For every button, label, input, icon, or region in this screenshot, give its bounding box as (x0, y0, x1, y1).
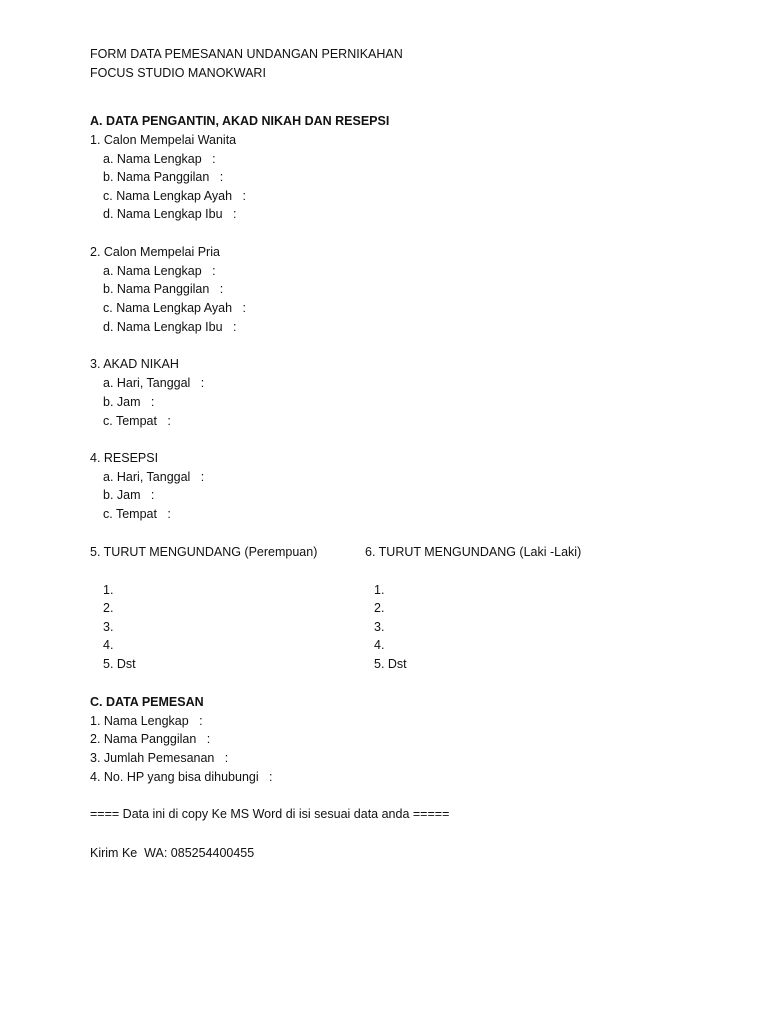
pemesan-field: 4. No. HP yang bisa dihubungi : (90, 770, 273, 784)
groom-field: c. Nama Lengkap Ayah : (103, 301, 246, 315)
groom-field: d. Nama Lengkap Ibu : (103, 320, 237, 334)
turut-perempuan-title: 5. TURUT MENGUNDANG (Perempuan) (90, 545, 318, 559)
turut-laki-title: 6. TURUT MENGUNDANG (Laki -Laki) (365, 545, 582, 559)
turut-perempuan-item: 2. (103, 601, 114, 615)
bride-field: d. Nama Lengkap Ibu : (103, 207, 237, 221)
resepsi-field: b. Jam : (103, 488, 155, 502)
groom-field: a. Nama Lengkap : (103, 264, 216, 278)
akad-field: c. Tempat : (103, 414, 171, 428)
turut-laki-item: 4. (374, 638, 385, 652)
turut-perempuan-item: 4. (103, 638, 114, 652)
bride-field: c. Nama Lengkap Ayah : (103, 189, 246, 203)
contact-line: Kirim Ke WA: 085254400455 (90, 846, 255, 860)
resepsi-field: c. Tempat : (103, 507, 171, 521)
groom-field: b. Nama Panggilan : (103, 282, 224, 296)
turut-perempuan-item: 1. (103, 583, 114, 597)
pemesan-field: 2. Nama Panggilan : (90, 732, 211, 746)
turut-perempuan-item: 5. Dst (103, 657, 136, 671)
turut-perempuan-item: 3. (103, 620, 114, 634)
studio-name: FOCUS STUDIO MANOKWARI (90, 66, 266, 80)
pemesan-field: 1. Nama Lengkap : (90, 714, 203, 728)
akad-field: b. Jam : (103, 395, 155, 409)
turut-laki-item: 1. (374, 583, 385, 597)
pemesan-field: 3. Jumlah Pemesanan : (90, 751, 229, 765)
bride-field: a. Nama Lengkap : (103, 152, 216, 166)
akad-title: 3. AKAD NIKAH (90, 357, 179, 371)
bride-field: b. Nama Panggilan : (103, 170, 224, 184)
form-title: FORM DATA PEMESANAN UNDANGAN PERNIKAHAN (90, 47, 403, 61)
copy-note: ==== Data ini di copy Ke MS Word di isi sesuai data anda ===== (90, 807, 450, 821)
resepsi-title: 4. RESEPSI (90, 451, 159, 465)
turut-laki-item: 2. (374, 601, 385, 615)
section-c-heading: C. DATA PEMESAN (90, 695, 204, 709)
bride-title: 1. Calon Mempelai Wanita (90, 133, 237, 147)
akad-field: a. Hari, Tanggal : (103, 376, 205, 390)
groom-title: 2. Calon Mempelai Pria (90, 245, 220, 259)
turut-laki-item: 5. Dst (374, 657, 407, 671)
turut-laki-item: 3. (374, 620, 385, 634)
resepsi-field: a. Hari, Tanggal : (103, 470, 205, 484)
section-a-heading: A. DATA PENGANTIN, AKAD NIKAH DAN RESEPSI (90, 114, 390, 128)
